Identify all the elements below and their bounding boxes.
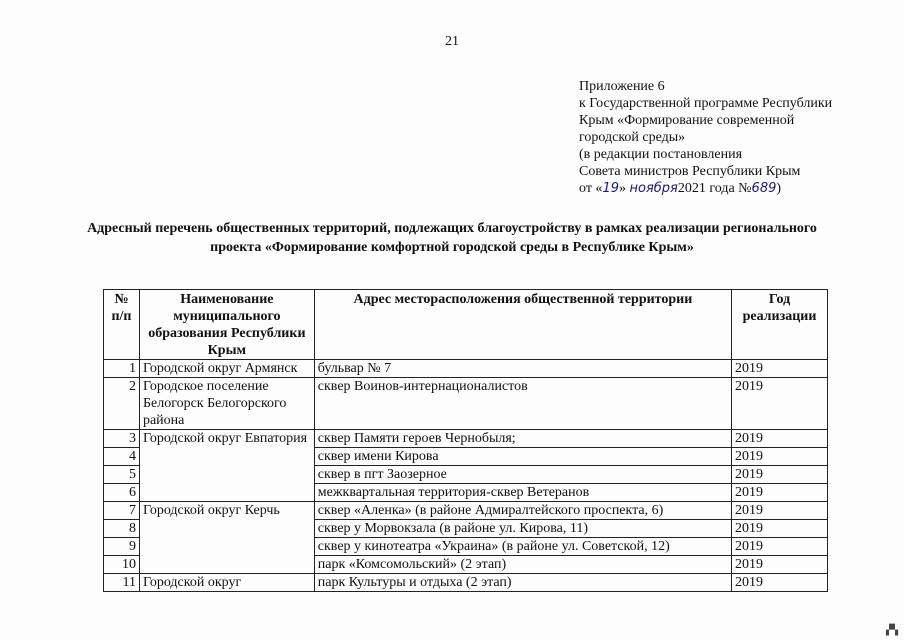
- handwritten-day: 19: [602, 181, 619, 196]
- appendix-line: Приложение 6: [579, 79, 665, 94]
- scan-corner-mark: ▞▚: [885, 625, 898, 636]
- table-row: [104, 502, 828, 520]
- date-mid: »: [618, 181, 630, 196]
- table-row: [104, 360, 828, 378]
- row-year: 2019: [732, 502, 828, 520]
- row-year: 2019: [732, 466, 828, 484]
- row-number: 1: [104, 360, 140, 378]
- row-number: 7: [104, 502, 140, 520]
- date-prefix: от «: [579, 181, 603, 196]
- handwritten-month: ноября: [629, 181, 678, 196]
- row-number: 9: [104, 538, 140, 556]
- row-year: 2019: [732, 430, 828, 448]
- title-line: проекта «Формирование комфортной городской среды в Республике Крым»: [210, 240, 694, 255]
- header-municipality: Наименование муниципального образования Республики Крым: [139, 290, 314, 360]
- row-number: 8: [104, 520, 140, 538]
- row-address: бульвар № 7: [314, 360, 731, 378]
- row-address: межквартальная территория-сквер Ветеранов: [314, 484, 731, 502]
- header-year: Год реализации: [732, 290, 828, 360]
- date-suffix: ): [776, 181, 782, 196]
- date-year: 2021 года №: [677, 181, 752, 196]
- document-title: [40, 219, 864, 257]
- appendix-line: (в редакции постановления: [579, 147, 743, 162]
- row-number: 3: [104, 430, 140, 448]
- title-line: Адресный перечень общественных территорий, подлежащих благоустройству в рамках реализации регионального: [87, 221, 817, 236]
- row-address: сквер имени Кирова: [314, 448, 731, 466]
- row-year: 2019: [732, 378, 828, 430]
- header-number: № п/п: [104, 290, 140, 360]
- row-year: 2019: [732, 448, 828, 466]
- row-address: парк «Комсомольский» (2 этап): [314, 556, 731, 574]
- row-municipality: Городской округ: [139, 574, 314, 592]
- resolution-date-line: [579, 180, 879, 197]
- row-address: сквер Памяти героев Чернобыля;: [314, 430, 731, 448]
- row-address: сквер Воинов-интернационалистов: [314, 378, 731, 430]
- table-row: [104, 378, 828, 430]
- appendix-block: [579, 78, 879, 197]
- row-number: 2: [104, 378, 140, 430]
- row-number: 4: [104, 448, 140, 466]
- header-address: Адрес месторасположения общественной территории: [314, 290, 731, 360]
- row-municipality: Городской округ Армянск: [139, 360, 314, 378]
- table-row: [104, 574, 828, 592]
- row-year: 2019: [732, 484, 828, 502]
- appendix-line: городской среды»: [579, 130, 686, 145]
- table-row: [104, 430, 828, 448]
- row-year: 2019: [732, 556, 828, 574]
- appendix-line: Совета министров Республики Крым: [579, 164, 801, 179]
- row-year: 2019: [732, 538, 828, 556]
- row-address: сквер «Аленка» (в районе Адмиралтейского проспекта, 6): [314, 502, 731, 520]
- appendix-line: Крым «Формирование современной: [579, 113, 795, 128]
- row-year: 2019: [732, 360, 828, 378]
- row-number: 11: [104, 574, 140, 592]
- table-header-row: [104, 290, 828, 360]
- row-municipality: Городское поселение Белогорск Белогорского района: [139, 378, 314, 430]
- row-number: 10: [104, 556, 140, 574]
- row-number: 6: [104, 484, 140, 502]
- row-address: сквер в пгт Заозерное: [314, 466, 731, 484]
- row-municipality: Городской округ Керчь: [139, 502, 314, 574]
- row-address: сквер у кинотеатра «Украина» (в районе ул. Советской, 12): [314, 538, 731, 556]
- row-municipality: Городской округ Евпатория: [139, 430, 314, 502]
- row-year: 2019: [732, 520, 828, 538]
- page-number: 21: [445, 34, 459, 49]
- appendix-line: к Государственной программе Республики: [579, 96, 833, 111]
- row-address: парк Культуры и отдыха (2 этап): [314, 574, 731, 592]
- handwritten-number: 689: [751, 181, 777, 196]
- row-number: 5: [104, 466, 140, 484]
- territories-table: [103, 289, 828, 592]
- row-year: 2019: [732, 574, 828, 592]
- row-address: сквер у Морвокзала (в районе ул. Кирова, 11): [314, 520, 731, 538]
